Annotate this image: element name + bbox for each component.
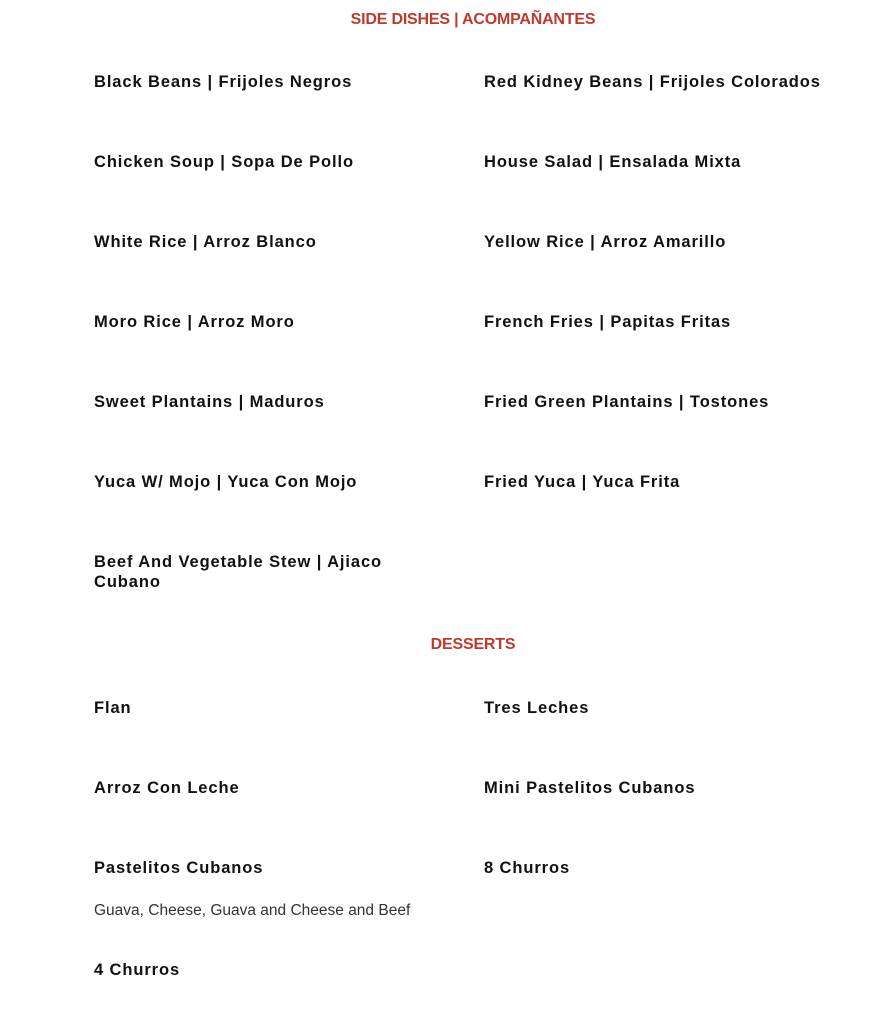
menu-item-house-salad: House Salad | Ensalada Mixta [484, 153, 742, 171]
menu-item-ajiaco: Beef And Vegetable Stew | Ajiaco Cubano [94, 553, 383, 591]
menu-item-white-rice: White Rice | Arroz Blanco [94, 233, 317, 251]
menu-item-yuca-mojo: Yuca W/ Mojo | Yuca Con Mojo [94, 473, 358, 491]
menu-item-sweet-plantains: Sweet Plantains | Maduros [94, 393, 325, 411]
pastelitos-description: Guava, Cheese, Guava and Cheese and Beef [94, 902, 411, 919]
menu-item-8-churros: 8 Churros [484, 859, 571, 877]
menu-item-chicken-soup: Chicken Soup | Sopa De Pollo [94, 153, 354, 171]
menu-item-moro-rice: Moro Rice | Arroz Moro [94, 313, 295, 331]
menu-item-red-kidney-beans: Red Kidney Beans | Frijoles Colorados [484, 73, 821, 91]
menu-item-black-beans: Black Beans | Frijoles Negros [94, 73, 353, 91]
menu-item-flan: Flan [94, 699, 132, 717]
menu-item-tres-leches: Tres Leches [484, 699, 590, 717]
side-dishes-heading: SIDE DISHES | ACOMPAÑANTES [350, 11, 596, 28]
menu-item-4-churros: 4 Churros [94, 961, 181, 979]
menu-item-mini-pastelitos: Mini Pastelitos Cubanos [484, 779, 696, 797]
menu-item-yellow-rice: Yellow Rice | Arroz Amarillo [484, 233, 727, 251]
menu-item-pastelitos-cubanos: Pastelitos Cubanos [94, 859, 264, 877]
menu-item-fried-yuca: Fried Yuca | Yuca Frita [484, 473, 681, 491]
menu-item-fried-green-plantains: Fried Green Plantains | Tostones [484, 393, 770, 411]
desserts-heading: DESSERTS [430, 636, 516, 653]
menu-item-arroz-con-leche: Arroz Con Leche [94, 779, 240, 797]
menu-item-french-fries: French Fries | Papitas Fritas [484, 313, 732, 331]
